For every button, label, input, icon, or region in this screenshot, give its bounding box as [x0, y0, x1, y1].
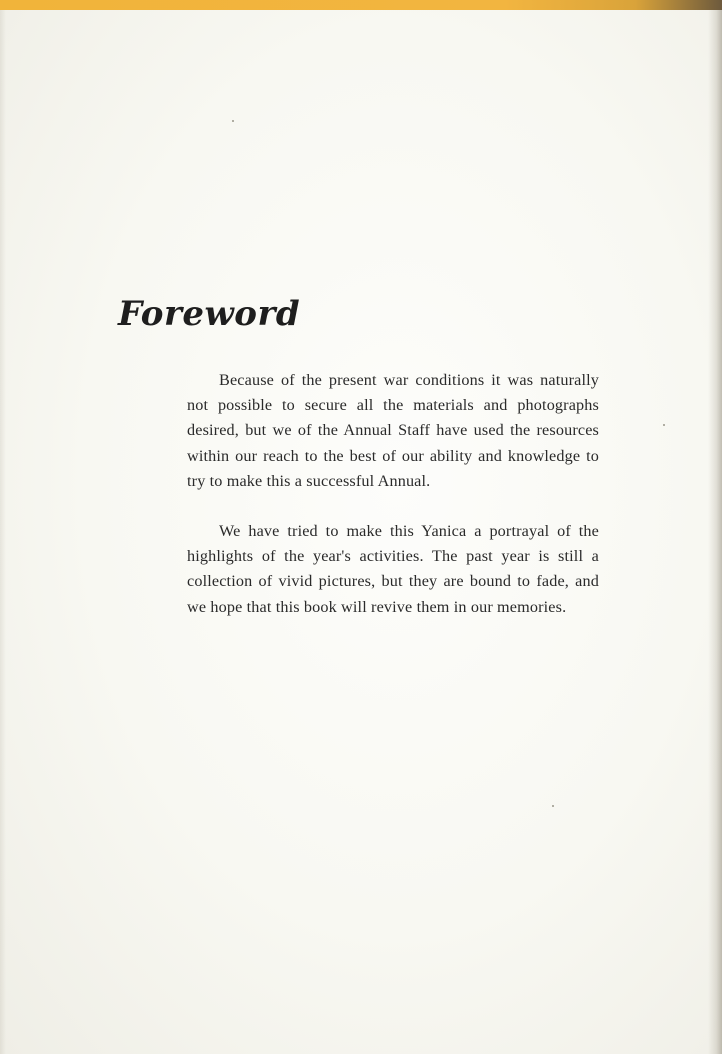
- paper-speck: [663, 424, 665, 426]
- foreword-paragraph-2: We have tried to make this Yanica a portrayal of the highlights of the year's activities. The past year is still a collection of vivid pictures, but they are bound to fade, and we hope that this book will revive them in our memories.: [187, 522, 599, 616]
- page-right-shadow: [708, 10, 722, 1054]
- page-left-shadow: [0, 10, 6, 1054]
- foreword-body: [187, 368, 599, 620]
- paper-speck: [232, 120, 234, 122]
- paper-speck: [552, 805, 554, 807]
- foreword-paragraph-1: Because of the present war conditions it was naturally not possible to secure all the materials and photographs desired, but we of the Annual Staff have used the resources within our reach to the best of our ability and knowledge to try to make this a successful Annual.: [187, 371, 599, 490]
- foreword-heading: Foreword: [118, 294, 301, 334]
- page-top-edge: [0, 0, 722, 10]
